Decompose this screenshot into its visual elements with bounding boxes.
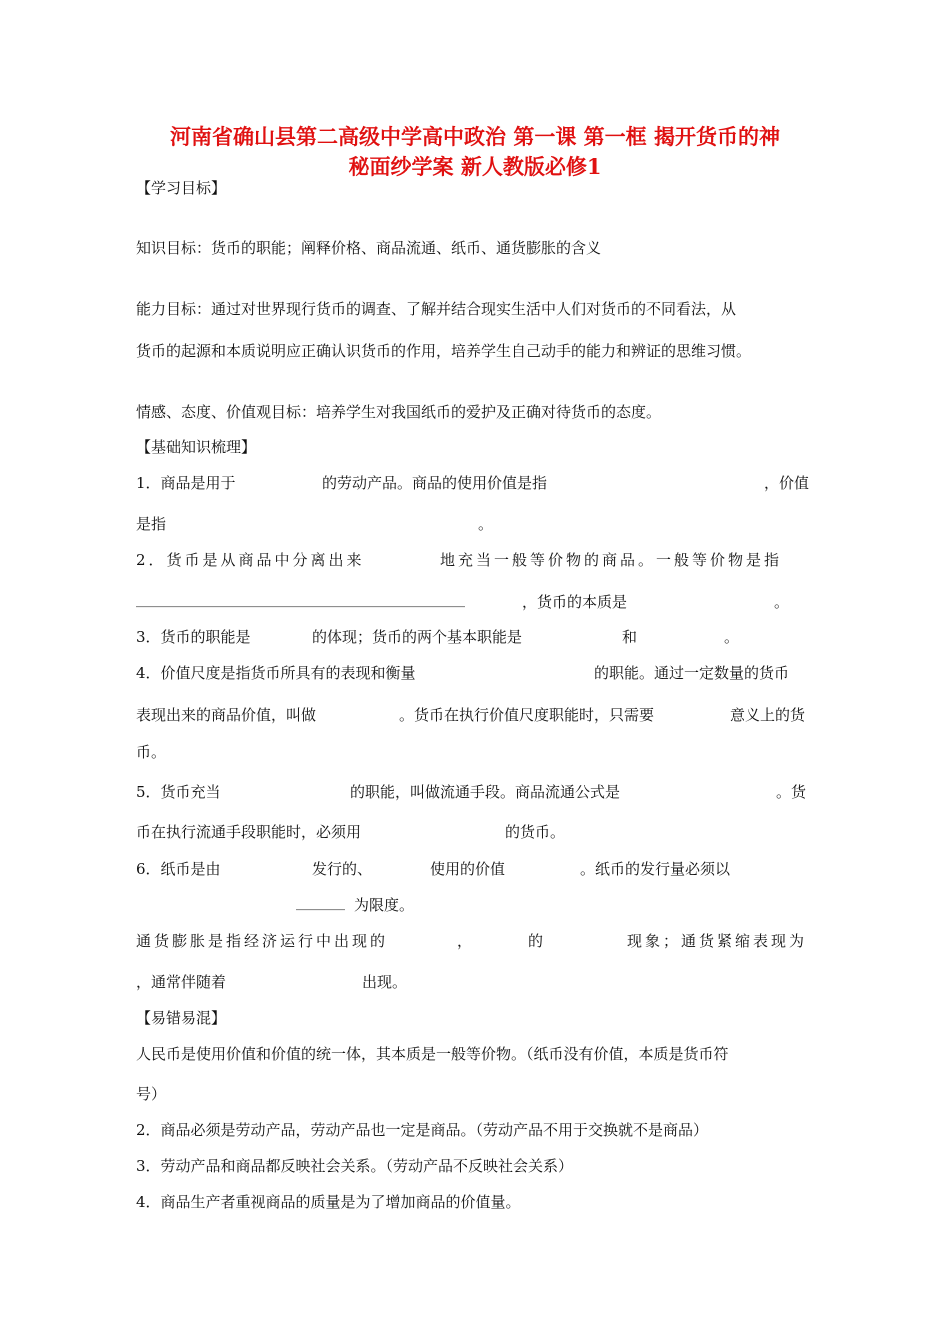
q5-text-b: 的职能，叫做流通手段。商品流通公式是 <box>350 783 621 801</box>
q4-text-d: 。货币在执行价值尺度职能时，只需要 <box>399 706 655 724</box>
q5-text-d: 币在执行流通手段职能时，必须用 <box>136 823 362 841</box>
q7-text-f: 出现。 <box>362 973 408 991</box>
knowledge-objective: 知识目标：货币的职能；阐释价格、商品流通、纸币、通货膨胀的含义 <box>136 239 602 257</box>
q1-text-a: 1．商品是用于 <box>136 474 236 492</box>
q7-text-e: ，通常伴随着 <box>136 973 227 991</box>
emotion-objective: 情感、态度、价值观目标：培养学生对我国纸币的爱护及正确对待货币的态度。 <box>136 403 662 421</box>
q7-text-c: 的 <box>528 932 544 950</box>
q5-text-c: 。货 <box>776 783 807 801</box>
q2-blank-line: _______________________________________________ <box>136 592 465 608</box>
mistake-line-1a: 人民币是使用价值和价值的统一体，其本质是一般等价物。（纸币没有价值，本质是货币符 <box>136 1045 729 1063</box>
title-line-1: 河南省确山县第二高级中学高中政治 第一课 第一框 揭开货币的神 <box>170 124 780 149</box>
q4-text-b: 的职能。通过一定数量的货币 <box>594 664 790 682</box>
q1-text-d: 是指 <box>136 515 167 533</box>
q7-text-b: ， <box>457 932 473 950</box>
q6-text-c: 使用的价值 <box>430 860 506 878</box>
q2-text-e: 。 <box>774 593 790 611</box>
mistake-line-4: 4．商品生产者重视商品的质量是为了增加商品的价值量。 <box>136 1193 521 1211</box>
objectives-header: 【学习目标】 <box>136 179 227 197</box>
basics-header: 【基础知识梳理】 <box>136 438 257 456</box>
title-line-2: 秘面纱学案 新人教版必修1 <box>348 154 602 179</box>
q1-text-c: ，价值 <box>764 474 810 492</box>
q7-text-d: 现象；通货紧缩表现为 <box>627 932 808 950</box>
q3-text-c: 和 <box>622 628 638 646</box>
ability-objective-line-2: 货币的起源和本质说明应正确认识货币的作用，培养学生自己动手的能力和辨证的思维习惯。 <box>136 342 752 360</box>
q4-text-a: 4．价值尺度是指货币所具有的表现和衡量 <box>136 664 416 682</box>
q3-text-a: 3．货币的职能是 <box>136 628 251 646</box>
mistakes-header: 【易错易混】 <box>136 1009 227 1027</box>
q1-text-e: 。 <box>478 515 494 533</box>
q5-text-a: 5．货币充当 <box>136 783 221 801</box>
document-title <box>100 122 850 182</box>
q4-text-c: 表现出来的商品价值，叫做 <box>136 706 317 724</box>
mistake-line-3: 3．劳动产品和商品都反映社会关系。（劳动产品不反映社会关系） <box>136 1157 574 1175</box>
q7-text-a: 通货膨胀是指经济运行中出现的 <box>136 932 389 950</box>
q6-text-d: 。纸币的发行量必须以 <box>580 860 731 878</box>
q5-text-e: 的货币。 <box>505 823 566 841</box>
q3-text-d: 。 <box>724 628 740 646</box>
q6-text-a: 6．纸币是由 <box>136 860 221 878</box>
q6-text-b: 发行的、 <box>312 860 373 878</box>
q1-text-b: 的劳动产品。商品的使用价值是指 <box>322 474 548 492</box>
q6-text-f: 为限度。 <box>354 896 415 914</box>
q2-text-a: 2．货币是从商品中分离出来 <box>136 551 365 569</box>
q3-text-b: 的体现；货币的两个基本职能是 <box>312 628 523 646</box>
q2-text-d: ，货币的本质是 <box>522 593 628 611</box>
q2-text-b: 地充当一般等价物的商品。一般等价物是指 <box>440 551 783 569</box>
mistake-line-1b: 号） <box>136 1085 167 1103</box>
ability-objective-line-1: 能力目标：通过对世界现行货币的调查、了解并结合现实生活中人们对货币的不同看法，从 <box>136 300 737 318</box>
q6-blank-line: _______ <box>296 895 345 911</box>
mistake-line-2: 2．商品必须是劳动产品，劳动产品也一定是商品。（劳动产品不用于交换就不是商品） <box>136 1121 709 1139</box>
q4-text-f: 币。 <box>136 743 167 761</box>
q4-text-e: 意义上的货 <box>730 706 806 724</box>
